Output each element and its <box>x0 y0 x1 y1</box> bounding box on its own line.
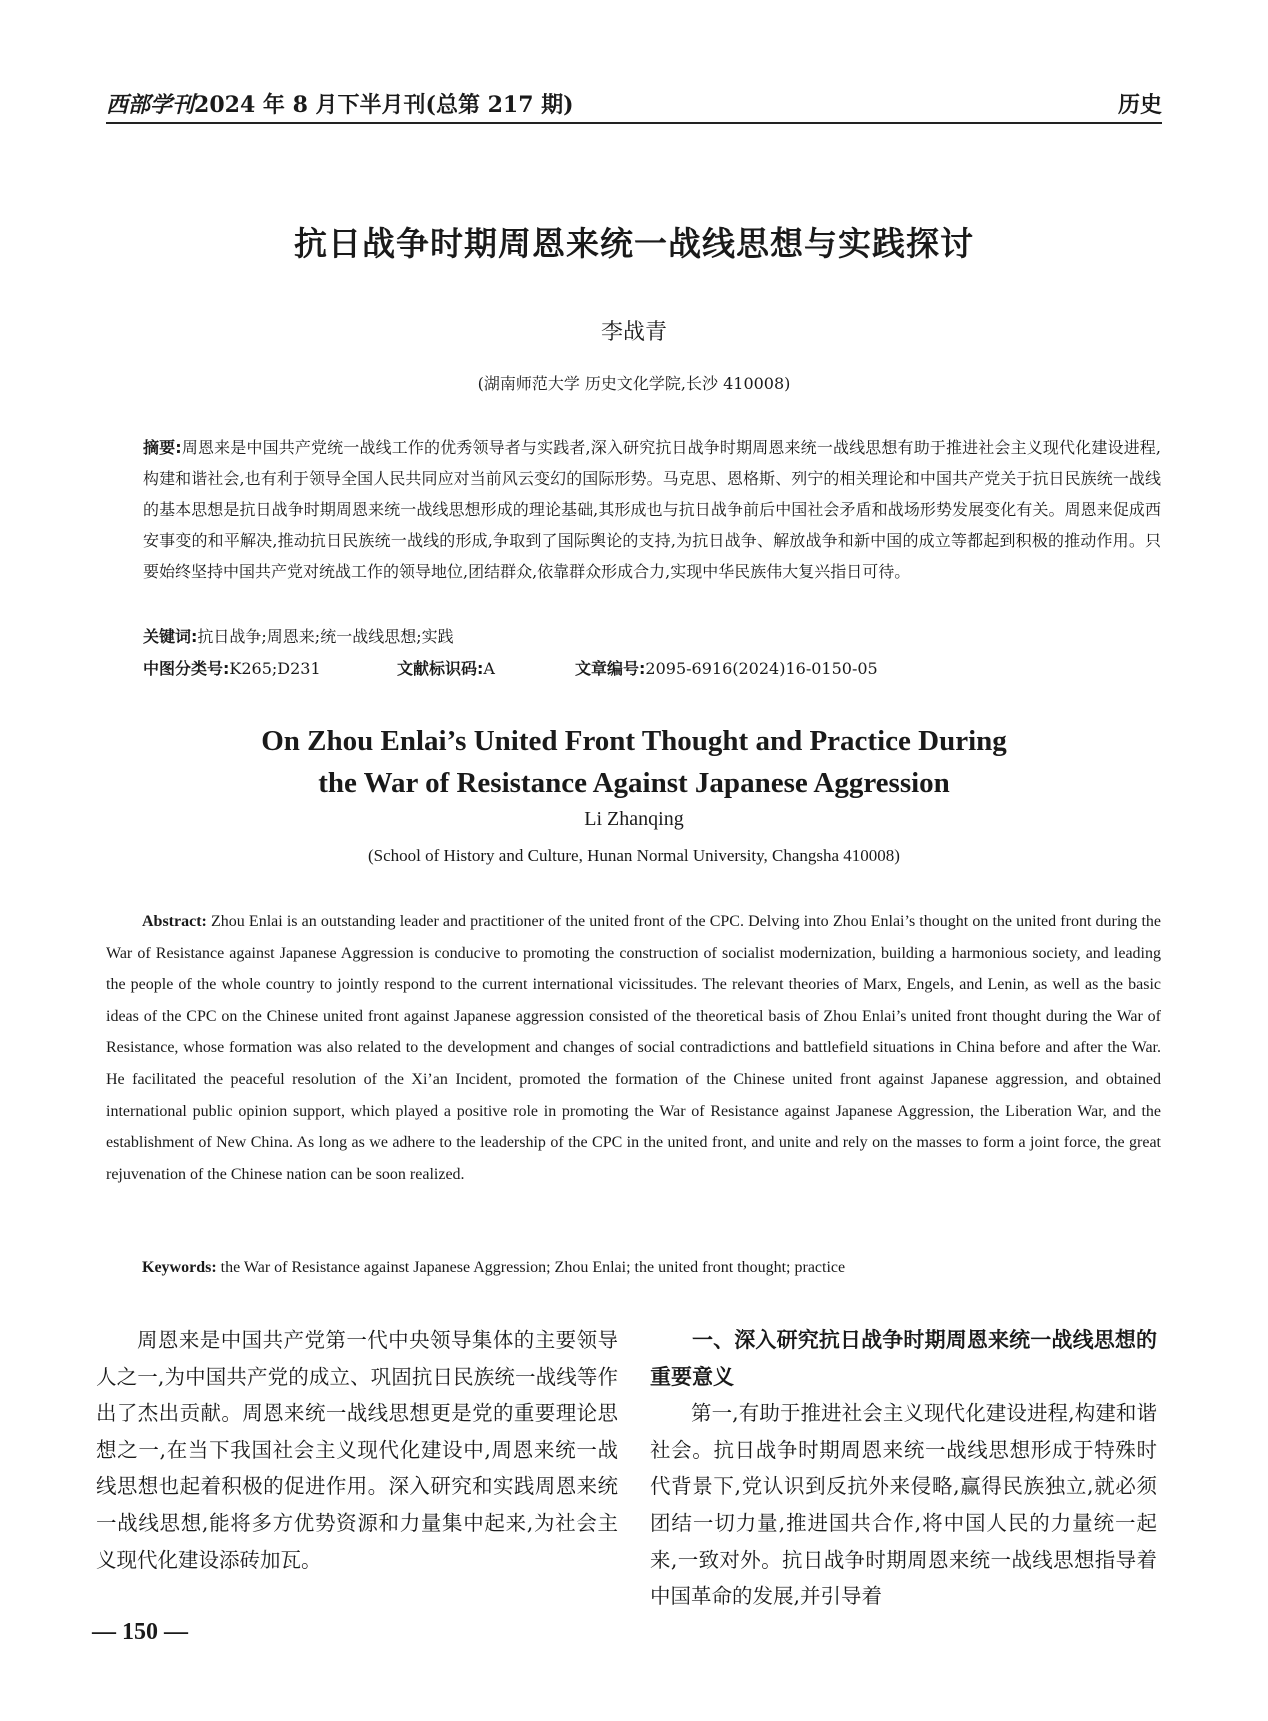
english-author: Li Zhanqing <box>584 808 684 830</box>
article-label: 文章编号: <box>575 659 646 678</box>
english-abstract <box>106 906 1161 1190</box>
body-left-column <box>96 1322 618 1578</box>
section-name: 历史 <box>1117 93 1162 118</box>
doc-label: 文献标识码: <box>397 659 484 678</box>
section-heading: 一、深入研究抗日战争时期周恩来统一战线思想的重要意义 <box>650 1328 1157 1389</box>
english-abstract-label: Abstract: <box>142 913 207 930</box>
clc-value: K265;D231 <box>229 659 321 678</box>
article-number <box>575 656 878 679</box>
journal-logo: 西部学刊 <box>106 92 195 118</box>
clc-number <box>143 656 321 679</box>
chinese-affiliation: (湖南师范大学 历史文化学院,长沙 410008) <box>477 374 791 393</box>
english-keywords <box>142 1259 1161 1277</box>
intro-paragraph: 周恩来是中国共产党第一代中央领导集体的主要领导人之一,为中国共产党的成立、巩固抗日民族统一战线等作出了杰出贡献。周恩来统一战线思想更是党的重要理论思想之一,在当下我国社会主义现代化建设中,周恩来统一战线思想也起着积极的促进作用。深入研究和实践周恩来统一战线思想,能将多方优势资源和力量集中起来,为社会主义现代化建设添砖加瓦。 <box>96 1328 618 1572</box>
journal-issue <box>106 88 574 119</box>
english-title <box>0 720 1268 804</box>
issue-info: 2024 年 8 月下半月刊(总第 217 期) <box>194 92 574 118</box>
chinese-author: 李战青 <box>600 320 667 345</box>
chinese-abstract-text: 周恩来是中国共产党统一战线工作的优秀领导者与实践者,深入研究抗日战争时期周恩来统一战线思想有助于推进社会主义现代化建设进程,构建和谐社会,也有利于领导全国人民共同应对当前风云变幻的国际形势。马克思、恩格斯、列宁的相关理论和中国共产党关于抗日民族统一战线的基本思想是抗日战争时期周恩来统一战线思想形成的理论基础,其形成也与抗日战争前后中国社会矛盾和战场形势发展变化有关。周恩来促成西安事变的和平解决,推动抗日民族统一战线的形成,争取到了国际舆论的支持,为抗日战争、解放战争和新中国的成立等都起到积极的推动作用。只要始终坚持中国共产党对统战工作的领导地位,团结群众,依靠群众形成合力,实现中华民族伟大复兴指日可待。 <box>143 438 1161 581</box>
chinese-keywords <box>143 624 1161 647</box>
section-paragraph: 第一,有助于推进社会主义现代化建设进程,构建和谐社会。抗日战争时期周恩来统一战线思想形成于特殊时代背景下,党认识到反抗外来侵略,赢得民族独立,就必须团结一切力量,推进国共合作,将中国人民的力量统一起来,一致对外。抗日战争时期周恩来统一战线思想指导着中国革命的发展,并引导着 <box>650 1401 1157 1609</box>
body-right-column <box>650 1322 1157 1615</box>
chinese-abstract-label: 摘要: <box>143 438 182 457</box>
chinese-abstract <box>143 432 1161 587</box>
running-header <box>106 86 1162 124</box>
english-abstract-text: Zhou Enlai is an outstanding leader and practitioner of the united front of the CPC. Delving into Zhou Enlai’s thought on the united front during the War of Resistance against Japanese Aggression is conducive to promoting the construction of socialist modernization, building a harmonious society, and leading the people of the whole country to jointly respond to the current international vicissitudes. The relevant theories of Marx, Engels, and Lenin, as well as the basic ideas of the CPC on the Chinese united front against Japanese aggression consisted of the theoretical basis of Zhou Enlai’s united front thought during the War of Resistance, whose formation was also related to the development and changes of social contradictions and battlefield situations in China before and after the War. He facilitated the peaceful resolution of the Xi’an Incident, promoted the formation of the Chinese united front against Japanese aggression, and obtained international public opinion support, which played a positive role in promoting the War of Resistance against Japanese Aggression, the Liberation War, and the establishment of New China. As long as we adhere to the leadership of the CPC in the united front, and unite and rely on the masses to form a joint force, the great rejuvenation of the Chinese nation can be soon realized. <box>106 913 1162 1183</box>
english-title-line-1: On Zhou Enlai’s United Front Thought and Practice During <box>261 725 1007 757</box>
english-title-line-2: the War of Resistance Against Japanese Aggression <box>318 767 950 799</box>
document-code <box>397 656 495 679</box>
chinese-title: 抗日战争时期周恩来统一战线思想与实践探讨 <box>294 224 974 263</box>
chinese-keywords-label: 关键词: <box>143 627 198 646</box>
doc-value: A <box>483 659 495 678</box>
article-value: 2095-6916(2024)16-0150-05 <box>645 659 878 678</box>
chinese-keywords-text: 抗日战争;周恩来;统一战线思想;实践 <box>197 627 454 646</box>
clc-label: 中图分类号: <box>143 659 230 678</box>
english-keywords-label: Keywords: <box>142 1259 217 1276</box>
english-affiliation: (School of History and Culture, Hunan Normal University, Changsha 410008) <box>368 846 900 865</box>
english-keywords-text: the War of Resistance against Japanese Aggression; Zhou Enlai; the united front thought; practice <box>220 1259 846 1276</box>
page-number: — 150 — <box>92 1619 188 1645</box>
